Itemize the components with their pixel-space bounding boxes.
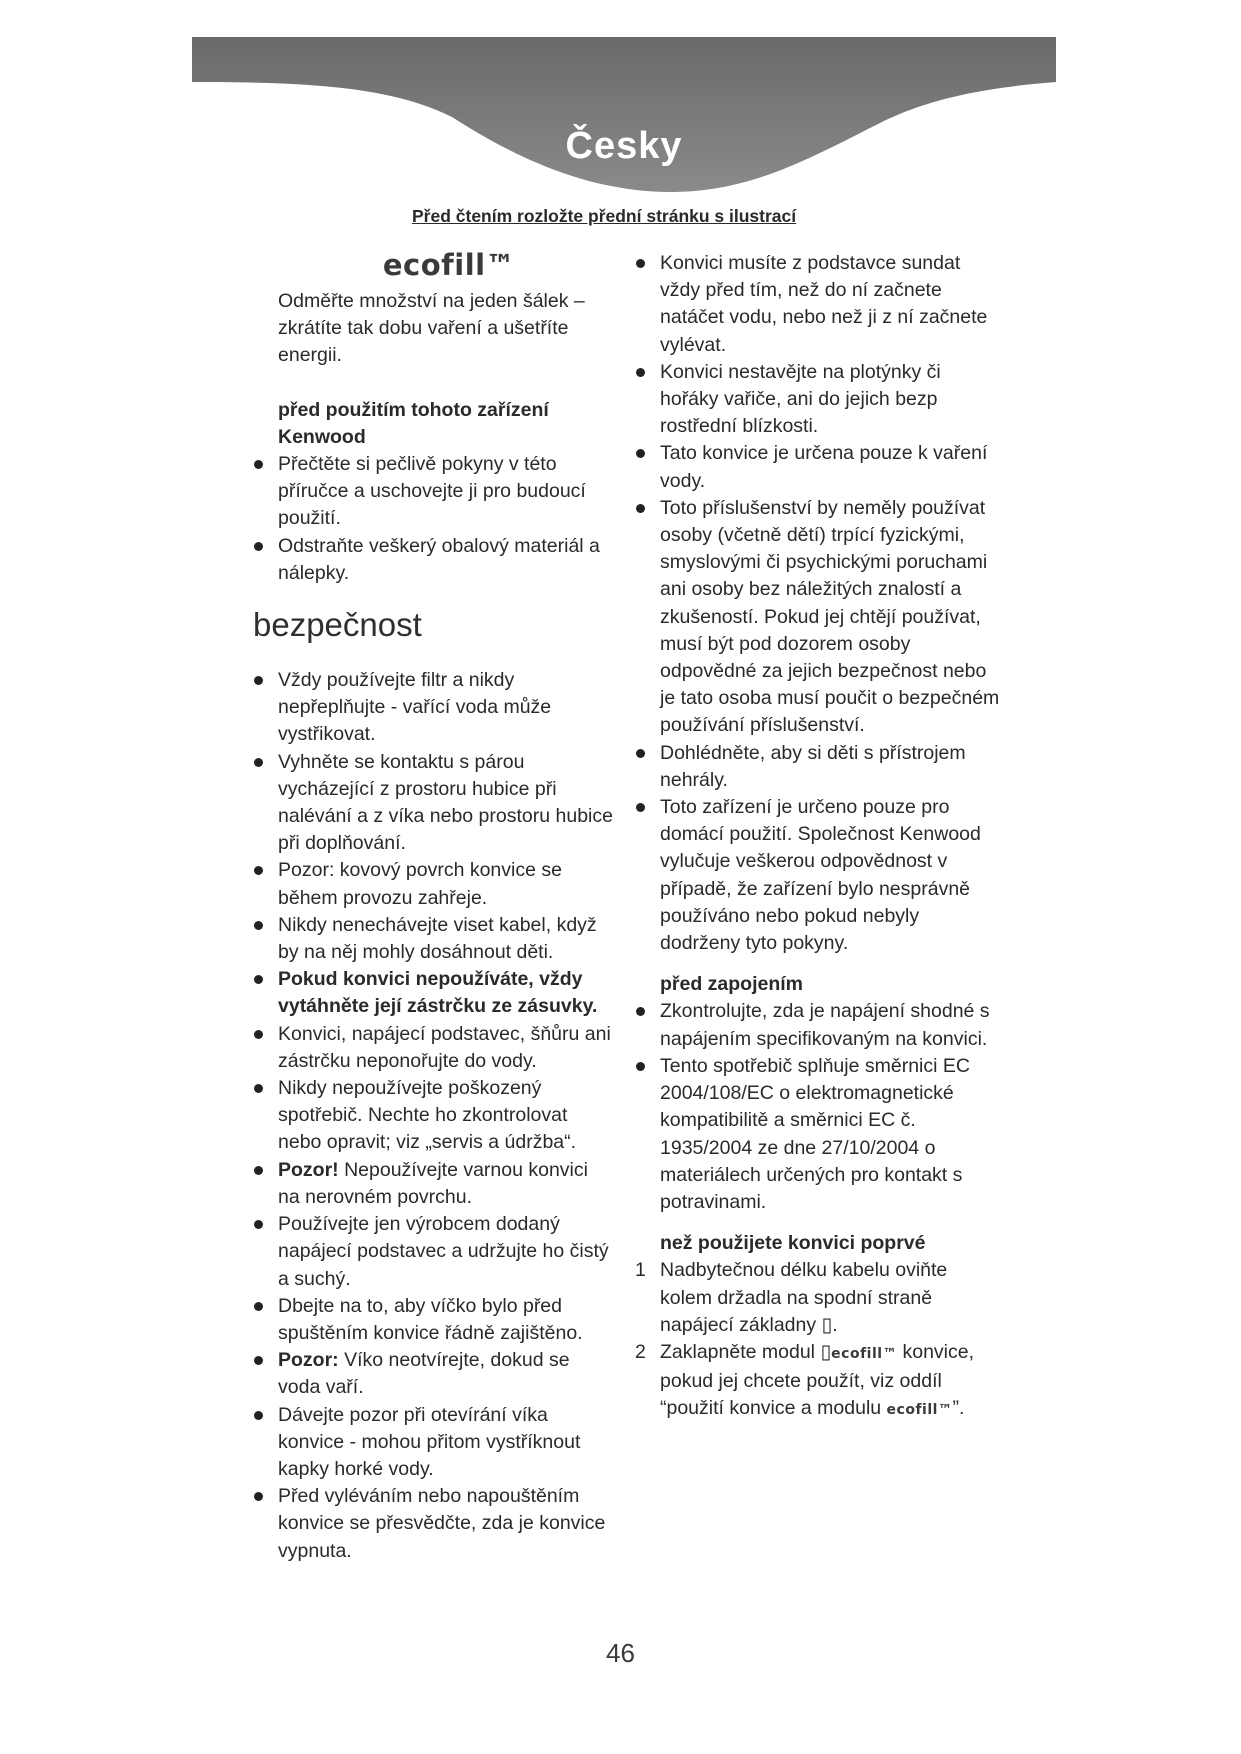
list-item: 2 Zaklapněte modul ▯ecofill™ konvice, pokud jej chcete použít, viz oddíl “použití konvice a modulu ecofill™”. bbox=[635, 1340, 975, 1420]
safety-title: bezpečnost bbox=[253, 606, 422, 644]
list-item: Pozor: Víko neotvírejte, dokud se voda vaří. bbox=[253, 1347, 615, 1401]
list-item: Pozor! Nepoužívejte varnou konvici na nerovném povrchu. bbox=[253, 1157, 615, 1211]
list-item: Vždy používejte filtr a nikdy nepřeplňujte - vařící voda může vystřikovat. bbox=[253, 667, 615, 749]
list-item: 1 Nadbytečnou délku kabelu oviňte kolem držadla na spodní straně napájecí základny ▯. bbox=[635, 1259, 948, 1336]
safety-list-continued bbox=[635, 250, 1000, 957]
left-column bbox=[253, 250, 615, 1565]
list-item: Toto zařízení je určeno pouze pro domácí použití. Společnost Kenwood vylučuje veškerou odpovědnost v případě, že zařízení bylo nesprávně používáno nebo pokud nebyly dodrženy tyto pokyny. bbox=[635, 794, 1000, 957]
list-item: Konvici musíte z podstavce sundat vždy před tím, než do ní začnete natáčet vodu, nebo než ji z ní začnete vylévat. bbox=[635, 250, 1000, 359]
intro-text: Odměřte množství na jeden šálek – zkrátíte tak dobu vaření a ušetříte energii. bbox=[278, 290, 585, 367]
list-item: Nikdy nenechávejte viset kabel, když by na něj mohly dosáhnout děti. bbox=[253, 912, 615, 966]
ecofill-logo: ecofill™ bbox=[382, 248, 516, 282]
header-banner-shape bbox=[192, 37, 1056, 197]
intro-note: Před čtením rozložte přední stránku s ilustrací bbox=[412, 206, 797, 226]
step-number: 1 bbox=[635, 1259, 646, 1282]
first-use-heading: než použijete konvici poprvé bbox=[660, 1232, 926, 1255]
list-item: Zkontrolujte, zda je napájení shodné s napájením specifikovaným na konvici. bbox=[635, 998, 1000, 1052]
before-connecting-heading: před zapojením bbox=[660, 973, 804, 996]
before-connecting-list bbox=[635, 998, 1000, 1216]
before-use-list bbox=[253, 451, 615, 587]
list-item: Dohlédněte, aby si děti s přístrojem nehrály. bbox=[635, 740, 1000, 794]
page-header bbox=[192, 37, 1056, 197]
list-item: Tento spotřebič splňuje směrnici EC 2004/108/EC o elektromagnetické kompatibilitě a směrnici EC č. 1935/2004 ze dne 27/10/2004 o materiálech určených pro kontakt s potravinami. bbox=[635, 1053, 1000, 1216]
list-item: Tato konvice je určena pouze k vaření vody. bbox=[635, 440, 1000, 494]
safety-list bbox=[253, 667, 615, 1565]
list-item: Odstraňte veškerý obalový materiál a nálepky. bbox=[253, 533, 615, 587]
page-number: 46 bbox=[606, 1638, 635, 1668]
list-item: Toto příslušenství by neměly používat osoby (včetně dětí) trpící fyzickými, smyslovými či psychickými poruchami ani osoby bez náležitých znalostí a zkušeností. Pokud jej chtějí používat, musí být pod dozorem osoby odpovědné za jejich bezpečnost nebo je tato osoba musí poučit o bezpečném používání příslušenství. bbox=[635, 495, 1000, 740]
list-item: Používejte jen výrobcem dodaný napájecí podstavec a udržujte ho čistý a suchý. bbox=[253, 1211, 615, 1293]
step-number: 2 bbox=[635, 1340, 646, 1363]
list-item: Konvici, napájecí podstavec, šňůru ani zástrčku neponořujte do vody. bbox=[253, 1021, 615, 1075]
page-title: Česky bbox=[565, 125, 683, 167]
illustration-ref-icon: ▯ bbox=[821, 1313, 833, 1336]
list-item: Dbejte na to, aby víčko bylo před spuštěním konvice řádně zajištěno. bbox=[253, 1293, 615, 1347]
list-item: Dávejte pozor při otevírání víka konvice - mohou přitom vystříknout kapky horké vody. bbox=[253, 1402, 615, 1484]
right-column bbox=[635, 250, 1000, 1425]
list-item: Přečtěte si pečlivě pokyny v této příručce a uschovejte ji pro budoucí použití. bbox=[253, 451, 615, 533]
illustration-ref-icon: ▯ bbox=[820, 1340, 832, 1363]
first-use-steps bbox=[635, 1257, 1000, 1424]
list-item: Před vyléváním nebo napouštěním konvice se přesvědčte, zda je konvice vypnuta. bbox=[253, 1483, 615, 1565]
list-item: Pozor: kovový povrch konvice se během provozu zahřeje. bbox=[253, 857, 615, 911]
list-item: Konvici nestavějte na plotýnky či hořáky vařiče, ani do jejich bezp rostřední blízkosti. bbox=[635, 359, 1000, 441]
list-item: Nikdy nepoužívejte poškozený spotřebič. Nechte ho zkontrolovat nebo opravit; viz „servis a údržba“. bbox=[253, 1075, 615, 1157]
list-item: Vyhněte se kontaktu s párou vycházející z prostoru hubice při nalévání a z víka nebo prostoru hubice při doplňování. bbox=[253, 749, 615, 858]
ecofill-logo-inline: ecofill™ bbox=[886, 1402, 953, 1419]
before-use-heading: před použitím tohoto zařízení Kenwood bbox=[278, 398, 549, 448]
list-item: Pokud konvici nepoužíváte, vždy vytáhněte její zástrčku ze zásuvky. bbox=[253, 966, 615, 1020]
ecofill-logo-inline: ecofill™ bbox=[831, 1345, 898, 1362]
